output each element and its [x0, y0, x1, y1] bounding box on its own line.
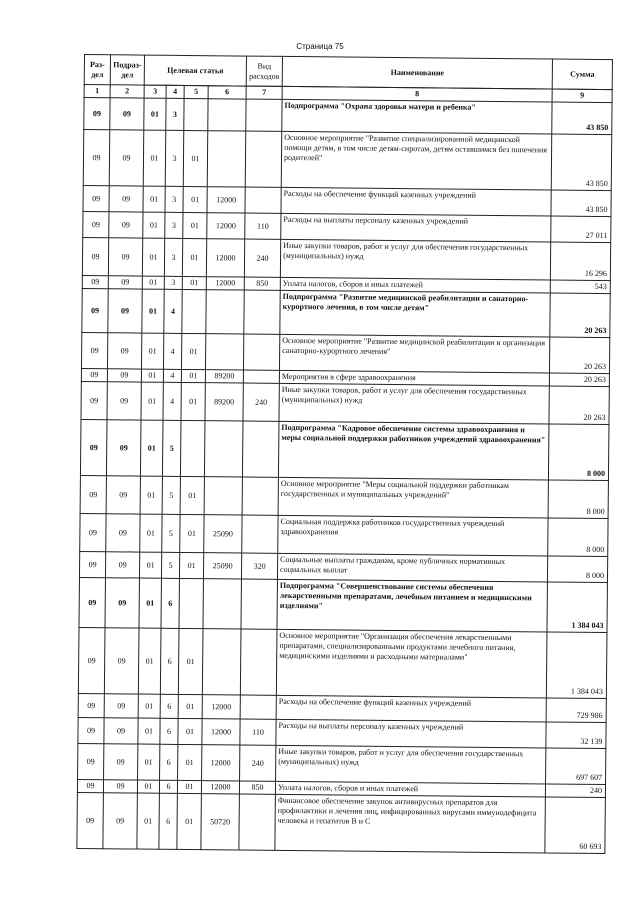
- event-cell: 01: [181, 369, 205, 382]
- col-number: 7: [246, 86, 282, 99]
- event-cell: 01: [183, 186, 207, 212]
- expense-type-cell: [245, 131, 282, 187]
- sum-cell: 729 986: [546, 698, 606, 723]
- name-cell: Расходы на выплаты персоналу казенных учреждений: [276, 719, 546, 748]
- budget-table: [76, 54, 613, 854]
- program-cell: 01: [143, 186, 165, 212]
- razdel-cell: 09: [79, 551, 105, 577]
- sum-cell: 43 850: [552, 102, 612, 135]
- name-cell: Мероприятия в сфере здравоохранения: [279, 370, 549, 386]
- subprogram-cell: 6: [161, 578, 179, 628]
- razdel-cell: 09: [81, 368, 107, 381]
- event-cell: 01: [178, 744, 202, 780]
- subprogram-cell: 6: [160, 718, 178, 744]
- program-cell: 01: [137, 793, 160, 849]
- name-cell: Основное мероприятие "Развитие медицинской реабилитации и организация санаторно-курортного лечения": [279, 334, 549, 373]
- podrazdel-cell: 09: [108, 289, 142, 333]
- expense-type-cell: 320: [241, 553, 277, 579]
- direction-cell: [206, 290, 244, 334]
- header-expense: Вид расходов: [246, 56, 282, 86]
- program-cell: 01: [140, 514, 162, 552]
- program-cell: 01: [142, 289, 164, 333]
- table-row: [79, 577, 607, 632]
- podrazdel-cell: 09: [103, 793, 138, 849]
- sum-cell: 43 850: [551, 190, 611, 217]
- subprogram-cell: 3: [165, 130, 184, 186]
- podrazdel-cell: 09: [104, 694, 138, 718]
- expense-type-cell: [242, 515, 278, 553]
- razdel-cell: 09: [78, 717, 104, 743]
- direction-cell: 12000: [207, 213, 245, 239]
- program-cell: 01: [143, 130, 166, 186]
- sum-cell: 8 000: [548, 424, 609, 481]
- sum-cell: 1 384 043: [546, 632, 607, 699]
- col-number: 5: [184, 85, 208, 98]
- direction-cell: [204, 477, 242, 515]
- subprogram-cell: 3: [165, 186, 183, 212]
- direction-cell: [205, 334, 243, 370]
- subprogram-cell: 5: [162, 514, 180, 552]
- subprogram-cell: 6: [160, 628, 179, 694]
- subprogram-cell: 5: [162, 476, 180, 514]
- sum-cell: 32 139: [546, 722, 606, 749]
- header-name: Наименование: [282, 56, 552, 89]
- name-cell: Подпрограмма "Кадровое обеспечение системы здравоохранения и меры социальной поддержки работников учреждений здравоохранения": [278, 421, 549, 480]
- sum-cell: 8 000: [547, 556, 607, 583]
- direction-cell: 12000: [202, 745, 240, 781]
- event-cell: [180, 420, 205, 476]
- expense-type-cell: [243, 370, 279, 383]
- name-cell: Уплата налогов, сборов и иных платежей: [280, 277, 550, 293]
- event-cell: 01: [183, 212, 207, 238]
- subprogram-cell: 6: [159, 793, 178, 849]
- expense-type-cell: [245, 187, 281, 213]
- expense-type-cell: [242, 477, 278, 515]
- podrazdel-cell: 09: [109, 212, 143, 238]
- direction-cell: 12000: [206, 277, 244, 290]
- direction-cell: [203, 579, 241, 629]
- razdel-cell: 09: [80, 419, 107, 475]
- table-row: [80, 475, 608, 518]
- sum-cell: 240: [545, 784, 605, 798]
- name-cell: Иные закупки товаров, работ и услуг для обеспечения государственных (муниципальных) нужд: [279, 383, 549, 424]
- podrazdel-cell: 09: [107, 333, 141, 369]
- razdel-cell: 09: [77, 779, 103, 792]
- name-cell: Уплата налогов, сборов и иных платежей: [275, 781, 545, 797]
- podrazdel-cell: 09: [107, 382, 141, 420]
- direction-cell: 89200: [205, 370, 243, 383]
- name-cell: Финансовое обеспечение закупок антивирусных препаратов для профилактики и лечения лиц, инфицированных вирусами иммунодефицита человека и гепатитов В и С: [275, 794, 546, 853]
- podrazdel-cell: 09: [106, 420, 141, 476]
- direction-cell: 12000: [202, 695, 240, 719]
- name-cell: Основное мероприятие "Меры социальной поддержки работникам государственных и муниципальных учреждений": [278, 477, 548, 518]
- razdel-cell: 09: [80, 513, 106, 551]
- program-cell: 01: [137, 780, 159, 793]
- direction-cell: [204, 421, 243, 477]
- name-cell: Подпрограмма "Развитие медицинской реабилитации и санаторно-курортного лечения, в том числе детям": [280, 290, 550, 337]
- col-number: 4: [166, 85, 184, 98]
- podrazdel-cell: 09: [107, 369, 141, 382]
- razdel-cell: 09: [82, 288, 108, 332]
- sum-cell: 16 296: [550, 242, 610, 281]
- razdel-cell: 09: [78, 743, 104, 779]
- event-cell: 01: [178, 628, 203, 694]
- razdel-cell: 09: [79, 577, 105, 627]
- expense-type-cell: 850: [239, 781, 275, 794]
- expense-type-cell: 240: [240, 745, 276, 781]
- expense-type-cell: [241, 579, 277, 629]
- subprogram-cell: 4: [163, 382, 181, 420]
- program-cell: 01: [144, 98, 166, 130]
- col-number: 8: [282, 86, 552, 102]
- expense-type-cell: 240: [244, 239, 280, 277]
- name-cell: Основное мероприятие "Организация обеспечения лекарственными препаратами, специализированными продуктами лечебного питания, медицинскими изделиями и расходными материалами": [276, 629, 547, 698]
- program-cell: 01: [143, 212, 165, 238]
- event-cell: 01: [178, 694, 202, 718]
- program-cell: 01: [140, 476, 162, 514]
- col-number: 9: [552, 89, 612, 103]
- razdel-cell: 09: [82, 275, 108, 288]
- event-cell: 01: [182, 276, 206, 289]
- direction-cell: 12000: [206, 239, 244, 277]
- program-cell: 01: [138, 628, 161, 694]
- podrazdel-cell: 09: [109, 186, 143, 212]
- expense-type-cell: [240, 629, 277, 695]
- sum-cell: 20 263: [549, 337, 609, 374]
- podrazdel-cell: 09: [105, 578, 139, 628]
- expense-type-cell: [239, 794, 276, 850]
- table-body: [77, 85, 612, 854]
- program-cell: 01: [139, 578, 161, 628]
- table-row: [84, 98, 612, 135]
- table-row: [77, 792, 606, 853]
- header-target: Целевая статья: [144, 55, 246, 86]
- program-cell: 01: [138, 744, 160, 780]
- direction-cell: 25090: [204, 515, 242, 553]
- program-cell: 01: [142, 276, 164, 289]
- sum-cell: 8 000: [548, 480, 608, 519]
- program-cell: 01: [138, 694, 160, 718]
- razdel-cell: 09: [83, 130, 110, 186]
- direction-cell: [208, 99, 246, 131]
- subprogram-cell: 3: [164, 276, 182, 289]
- direction-cell: [207, 131, 246, 187]
- sum-cell: 543: [550, 280, 610, 294]
- sum-cell: 20 263: [550, 293, 610, 338]
- expense-type-cell: 850: [244, 277, 280, 290]
- direction-cell: 12000: [207, 187, 245, 213]
- program-cell: 01: [141, 382, 163, 420]
- sum-cell: 8 000: [548, 518, 608, 557]
- table-row: [83, 130, 612, 191]
- name-cell: Подпрограмма "Совершенствование системы обеспечения лекарственными препаратами, лечебным питанием и медицинскими изделиями": [277, 579, 547, 632]
- event-cell: [182, 289, 206, 333]
- event-cell: 01: [180, 514, 204, 552]
- header-razdel: Раз-дел: [84, 55, 110, 85]
- subprogram-cell: 4: [163, 333, 181, 369]
- podrazdel-cell: 09: [104, 628, 139, 694]
- direction-cell: 25090: [203, 553, 241, 579]
- sum-cell: 20 263: [549, 373, 609, 387]
- podrazdel-cell: 09: [106, 476, 140, 514]
- subprogram-cell: 5: [162, 420, 181, 476]
- table-row: [82, 288, 610, 337]
- subprogram-cell: 3: [165, 212, 183, 238]
- expense-type-cell: [240, 695, 276, 719]
- program-cell: 01: [142, 238, 164, 276]
- subprogram-cell: 4: [164, 289, 182, 333]
- name-cell: Расходы на выплаты персоналу казенных учреждений: [281, 213, 551, 242]
- expense-type-cell: [243, 334, 279, 370]
- razdel-cell: 09: [84, 98, 110, 130]
- podrazdel-cell: 09: [104, 744, 138, 780]
- table-row: [81, 381, 609, 424]
- subprogram-cell: 5: [161, 552, 179, 578]
- sum-cell: 43 850: [551, 134, 612, 191]
- subprogram-cell: 4: [163, 369, 181, 382]
- subprogram-cell: 3: [166, 98, 184, 130]
- table-row: [81, 332, 609, 373]
- table-row: [78, 743, 606, 784]
- razdel-cell: 09: [78, 693, 104, 717]
- sum-cell: 1 384 043: [547, 582, 607, 633]
- razdel-cell: 09: [77, 792, 104, 848]
- program-cell: 01: [141, 333, 163, 369]
- event-cell: 01: [182, 238, 206, 276]
- name-cell: Социальная поддержка работников государственных учреждений здравоохранения: [278, 515, 548, 556]
- event-cell: 01: [179, 552, 203, 578]
- event-cell: 01: [183, 130, 208, 186]
- event-cell: 01: [181, 333, 205, 369]
- sum-cell: 20 263: [549, 386, 609, 425]
- col-number: 1: [84, 85, 110, 98]
- expense-type-cell: 110: [240, 719, 276, 745]
- subprogram-cell: 6: [160, 694, 178, 718]
- podrazdel-cell: 09: [109, 130, 144, 186]
- event-cell: 01: [180, 476, 204, 514]
- direction-cell: 89200: [205, 383, 243, 421]
- sum-cell: 697 607: [546, 748, 606, 785]
- name-cell: Основное мероприятие "Развитие специализированной медицинской помощи детям, в том числе детям-сиротам, детям оставшимся без попечения родителей": [281, 131, 552, 190]
- direction-cell: 50720: [201, 794, 240, 850]
- program-cell: 01: [141, 369, 163, 382]
- event-cell: 01: [178, 718, 202, 744]
- program-cell: 01: [139, 552, 161, 578]
- table-row: [80, 419, 609, 480]
- podrazdel-cell: 09: [108, 276, 142, 289]
- program-cell: 01: [140, 420, 163, 476]
- podrazdel-cell: 09: [106, 514, 140, 552]
- direction-cell: 12000: [201, 781, 239, 794]
- razdel-cell: 09: [81, 332, 107, 368]
- name-cell: Социальные выплаты гражданам, кроме публичных нормативных социальных выплат: [277, 553, 547, 582]
- name-cell: Расходы на обеспечение функций казенных учреждений: [276, 695, 546, 722]
- subprogram-cell: 6: [160, 744, 178, 780]
- header-sum: Сумма: [552, 59, 612, 90]
- expense-type-cell: 110: [245, 213, 281, 239]
- event-cell: [179, 578, 203, 628]
- col-number: 3: [144, 85, 166, 98]
- page-number-label: Страница 75: [296, 42, 344, 51]
- razdel-cell: 09: [82, 237, 108, 275]
- table-row: [82, 237, 610, 280]
- direction-cell: [202, 629, 241, 695]
- event-cell: [184, 98, 208, 130]
- podrazdel-cell: 09: [103, 780, 137, 793]
- name-cell: Иные закупки товаров, работ и услуг для обеспечения государственных (муниципальных) нужд: [280, 239, 550, 280]
- expense-type-cell: 240: [243, 383, 279, 421]
- direction-cell: 12000: [202, 719, 240, 745]
- expense-type-cell: [246, 99, 282, 131]
- podrazdel-cell: 09: [105, 552, 139, 578]
- expense-type-cell: [244, 290, 280, 334]
- razdel-cell: 09: [81, 381, 107, 419]
- col-number: 6: [208, 86, 246, 99]
- podrazdel-cell: 09: [110, 98, 144, 130]
- razdel-cell: 09: [80, 475, 106, 513]
- podrazdel-cell: 09: [108, 238, 142, 276]
- header-podrazdel: Подраз-дел: [110, 55, 144, 85]
- razdel-cell: 09: [83, 211, 109, 237]
- event-cell: 01: [181, 382, 205, 420]
- name-cell: Подпрограмма "Охрана здоровья матери и ребенка": [282, 99, 552, 134]
- table-row: [80, 513, 608, 556]
- subprogram-cell: 6: [159, 780, 177, 793]
- subprogram-cell: 3: [164, 238, 182, 276]
- table-row: [78, 627, 607, 698]
- name-cell: Иные закупки товаров, работ и услуг для обеспечения государственных (муниципальных) нужд: [276, 745, 546, 784]
- event-cell: 01: [177, 793, 202, 849]
- sum-cell: 60 693: [545, 797, 606, 854]
- expense-type-cell: [242, 421, 279, 477]
- col-number: 2: [110, 85, 144, 98]
- razdel-cell: 09: [83, 185, 109, 211]
- program-cell: 01: [138, 718, 160, 744]
- budget-table-sheet: [76, 54, 612, 854]
- razdel-cell: 09: [78, 627, 105, 693]
- podrazdel-cell: 09: [104, 718, 138, 744]
- sum-cell: 27 011: [551, 216, 611, 243]
- event-cell: 01: [177, 780, 201, 793]
- name-cell: Расходы на обеспечение функций казенных учреждений: [281, 187, 551, 216]
